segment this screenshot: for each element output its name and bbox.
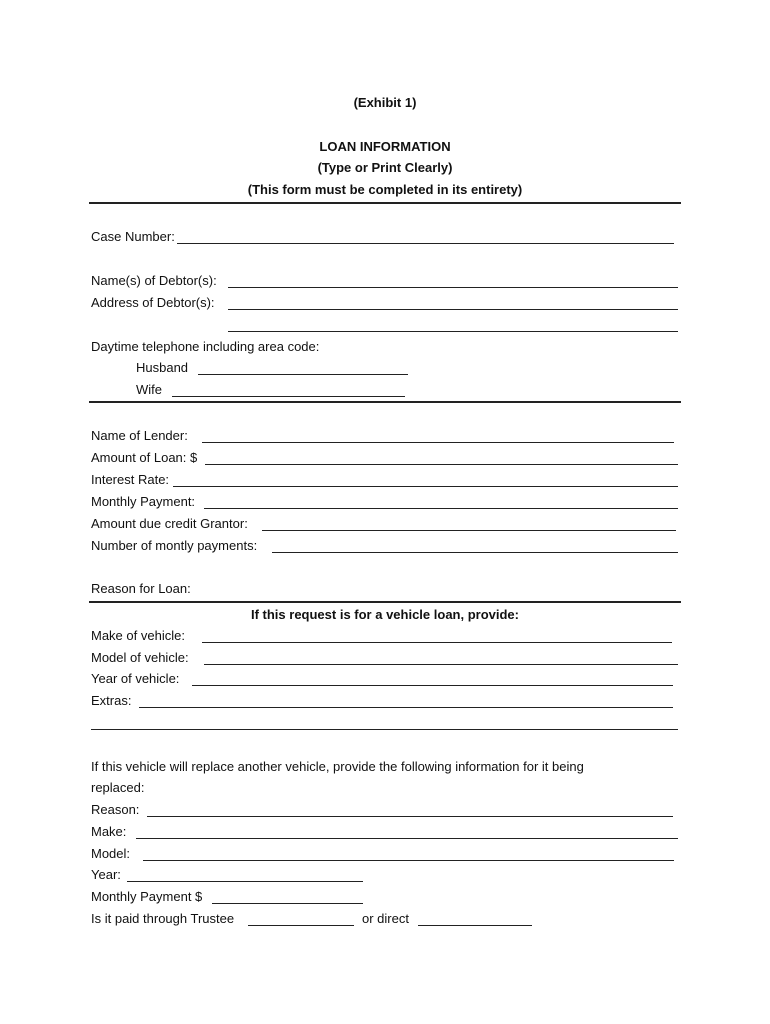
replacement-model-field[interactable] — [143, 860, 674, 861]
vehicle-year-label: Year of vehicle: — [91, 671, 180, 686]
replacement-model-label: Model: — [91, 846, 131, 861]
replacement-make-label: Make: — [91, 824, 127, 839]
section-divider — [89, 401, 681, 403]
case-number-field[interactable] — [177, 243, 674, 244]
trustee-field[interactable] — [248, 925, 354, 926]
replacement-year-label: Year: — [91, 867, 121, 882]
replacement-intro-cont: replaced: — [91, 780, 145, 795]
replacement-reason-label: Reason: — [91, 802, 140, 817]
case-number-label: Case Number: — [91, 229, 175, 244]
interest-rate-field[interactable] — [173, 486, 678, 487]
replacement-reason-field[interactable] — [147, 816, 673, 817]
monthly-payment-label: Monthly Payment: — [91, 494, 196, 509]
wife-phone-field[interactable] — [172, 396, 405, 397]
section-divider — [89, 601, 681, 603]
credit-grantor-field[interactable] — [262, 530, 676, 531]
vehicle-year-field[interactable] — [192, 685, 673, 686]
interest-rate-label: Interest Rate: — [91, 472, 170, 487]
replacement-intro: If this vehicle will replace another vehicle, provide the following information for it being — [91, 759, 584, 774]
vehicle-model-label: Model of vehicle: — [91, 650, 189, 665]
exhibit-label: (Exhibit 1) — [353, 95, 417, 110]
direct-field[interactable] — [418, 925, 532, 926]
form-note: (This form must be completed in its entirety) — [247, 182, 523, 197]
debtor-address-field[interactable] — [228, 309, 678, 310]
replacement-year-field[interactable] — [127, 881, 363, 882]
debtor-names-field[interactable] — [228, 287, 678, 288]
monthly-payment-field[interactable] — [204, 508, 678, 509]
trustee-label: Is it paid through Trustee — [91, 911, 235, 926]
debtor-address-field-2[interactable] — [228, 331, 678, 332]
payment-count-label: Number of montly payments: — [91, 538, 258, 553]
form-title: LOAN INFORMATION — [319, 139, 451, 154]
replacement-monthly-field[interactable] — [212, 903, 363, 904]
vehicle-make-label: Make of vehicle: — [91, 628, 185, 643]
debtor-names-label: Name(s) of Debtor(s): — [91, 273, 217, 288]
loan-amount-label: Amount of Loan: $ — [91, 450, 198, 465]
credit-grantor-label: Amount due credit Grantor: — [91, 516, 248, 531]
replacement-monthly-label: Monthly Payment $ — [91, 889, 203, 904]
section-divider — [89, 202, 681, 204]
lender-label: Name of Lender: — [91, 428, 188, 443]
form-subtitle: (Type or Print Clearly) — [317, 160, 453, 175]
vehicle-model-field[interactable] — [204, 664, 678, 665]
vehicle-make-field[interactable] — [202, 642, 672, 643]
vehicle-extras-field-2[interactable] — [91, 729, 678, 730]
direct-label: or direct — [362, 911, 409, 926]
replacement-make-field[interactable] — [136, 838, 678, 839]
wife-label: Wife — [136, 382, 162, 397]
loan-reason-label: Reason for Loan: — [91, 581, 191, 596]
vehicle-heading: If this request is for a vehicle loan, provide: — [250, 607, 519, 622]
husband-phone-field[interactable] — [198, 374, 408, 375]
phone-label: Daytime telephone including area code: — [91, 339, 320, 354]
husband-label: Husband — [136, 360, 189, 375]
vehicle-extras-label: Extras: — [91, 693, 132, 708]
lender-field[interactable] — [202, 442, 674, 443]
payment-count-field[interactable] — [272, 552, 678, 553]
debtor-address-label: Address of Debtor(s): — [91, 295, 215, 310]
vehicle-extras-field[interactable] — [139, 707, 673, 708]
loan-amount-field[interactable] — [205, 464, 678, 465]
